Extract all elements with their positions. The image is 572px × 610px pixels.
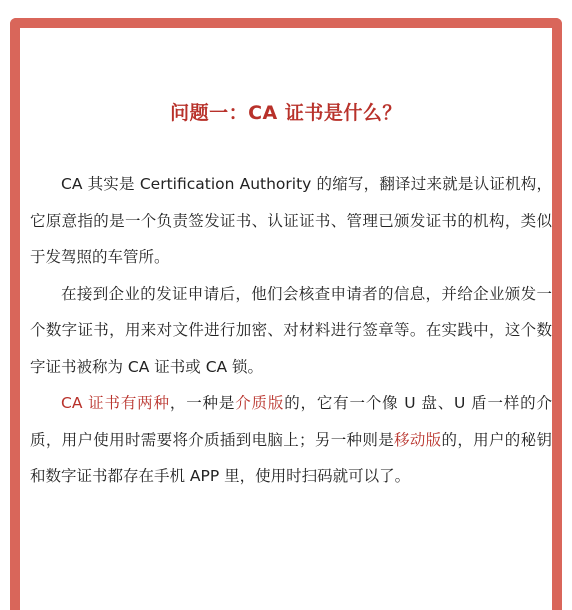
paragraph-3 <box>30 385 552 495</box>
highlight-mobile-version: 移动版 <box>394 430 442 449</box>
article-title: 问题一：CA 证书是什么？ <box>170 102 402 124</box>
paragraph-3-text-3: 的，用户的秘钥和数字证书都存在手机 APP 里，使用时扫码就可以了。 <box>30 430 552 485</box>
paragraph-3-text-1: ，一种是 <box>169 394 236 412</box>
paragraph-1 <box>30 166 552 276</box>
paragraph-1-text: CA 其实是 Certification Authority 的缩写，翻译过来就是认证机构，它原意指的是一个负责签发证书、认证证书、管理已颁发证书的机构，类似于发驾照的车管所。 <box>30 175 552 266</box>
highlight-media-version: 介质版 <box>235 394 285 412</box>
article-body <box>30 166 552 495</box>
paragraph-2 <box>30 276 552 386</box>
paragraph-2-text: 在接到企业的发证申请后，他们会核查申请者的信息，并给企业颁发一个数字证书，用来对文件进行加密、对材料进行签章等。在实践中，这个数字证书被称为 CA 证书或 CA 锁。 <box>30 284 552 376</box>
article-card <box>10 18 562 610</box>
paragraph-3-text-2: 的，它有一个像 U 盘、U 盾一样的介质，用户使用时需要将介质插到电脑上；另一种则是 <box>30 394 552 449</box>
highlight-ca-types: CA 证书有两种 <box>61 394 170 412</box>
